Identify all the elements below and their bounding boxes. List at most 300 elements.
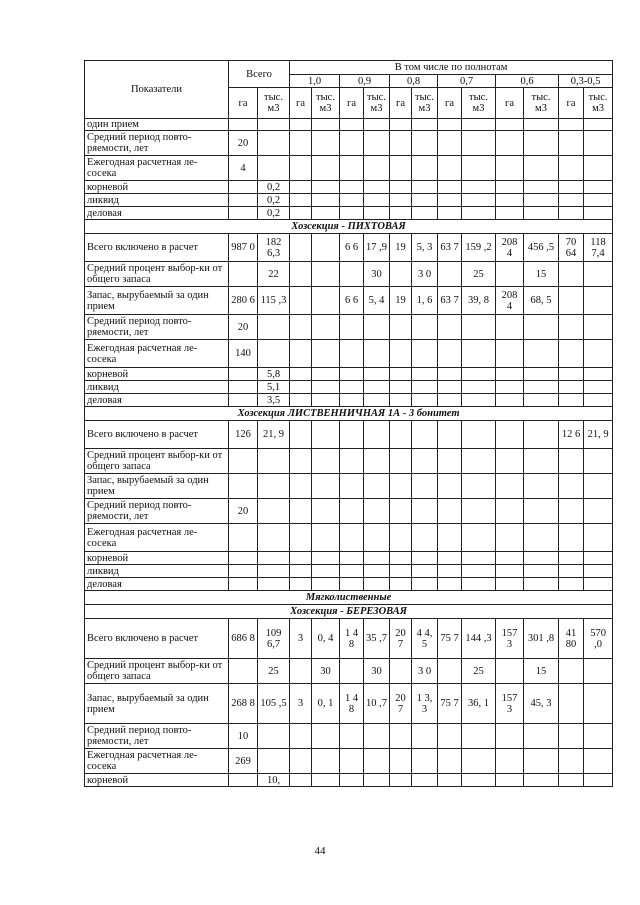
- table-cell: 140: [229, 340, 258, 368]
- table-cell: [559, 659, 584, 684]
- table-cell: [340, 340, 364, 368]
- row-label: Всего включено в расчет: [85, 421, 229, 449]
- header-in-number: В том числе по полнотам: [290, 61, 613, 75]
- table-cell: 25: [462, 262, 496, 287]
- table-cell: [584, 262, 613, 287]
- row-label: Средний процент выбор-ки от общего запаса: [85, 659, 229, 684]
- table-cell: [438, 421, 462, 449]
- table-cell: [290, 724, 312, 749]
- table-cell: [364, 381, 390, 394]
- table-cell: [390, 552, 412, 565]
- header-density: 0,7: [438, 75, 496, 88]
- table-cell: [312, 749, 340, 774]
- table-cell: 570 ,0: [584, 619, 613, 659]
- table-cell: [412, 578, 438, 591]
- table-cell: [229, 394, 258, 407]
- table-cell: [462, 340, 496, 368]
- table-cell: [258, 156, 290, 181]
- table-cell: [364, 449, 390, 474]
- table-cell: [312, 315, 340, 340]
- table-cell: [559, 381, 584, 394]
- header-density: 1,0: [290, 75, 340, 88]
- table-cell: [438, 156, 462, 181]
- table-cell: [412, 368, 438, 381]
- table-cell: [559, 156, 584, 181]
- table-row: [85, 578, 613, 591]
- table-body: [85, 119, 613, 787]
- table-cell: [584, 131, 613, 156]
- table-cell: [290, 234, 312, 262]
- table-cell: [364, 724, 390, 749]
- table-cell: 10,: [258, 774, 290, 787]
- table-cell: [340, 474, 364, 499]
- table-cell: [258, 578, 290, 591]
- table-cell: [340, 565, 364, 578]
- table-cell: [312, 578, 340, 591]
- table-cell: [290, 381, 312, 394]
- header-unit-m3: [584, 88, 613, 119]
- table-cell: 20: [229, 499, 258, 524]
- table-cell: [462, 207, 496, 220]
- table-cell: [290, 368, 312, 381]
- table-cell: [438, 119, 462, 131]
- table-cell: [390, 474, 412, 499]
- table-cell: [559, 287, 584, 315]
- table-cell: [229, 578, 258, 591]
- table-cell: [390, 156, 412, 181]
- table-cell: [524, 181, 559, 194]
- unit-m3-text: тыс. м3: [469, 92, 488, 114]
- header-density: 0,6: [496, 75, 559, 88]
- table-cell: [290, 659, 312, 684]
- table-cell: [524, 119, 559, 131]
- section-row: [85, 407, 613, 421]
- table-cell: [559, 194, 584, 207]
- table-cell: [496, 394, 524, 407]
- table-cell: [340, 262, 364, 287]
- table-cell: 75 7: [438, 619, 462, 659]
- table-cell: [438, 315, 462, 340]
- table-cell: 20: [229, 131, 258, 156]
- table-cell: [462, 394, 496, 407]
- table-cell: [559, 368, 584, 381]
- table-cell: 75 7: [438, 684, 462, 724]
- table-cell: [258, 449, 290, 474]
- table-cell: [312, 499, 340, 524]
- table-cell: [412, 499, 438, 524]
- header-unit-m3: [462, 88, 496, 119]
- unit-m3-text: тыс. м3: [264, 92, 283, 114]
- table-cell: [364, 774, 390, 787]
- row-label: Запас, вырубаемый за один прием: [85, 287, 229, 315]
- table-cell: [496, 181, 524, 194]
- table-cell: [258, 131, 290, 156]
- table-cell: [312, 474, 340, 499]
- table-cell: [584, 394, 613, 407]
- table-cell: [438, 749, 462, 774]
- table-cell: [584, 315, 613, 340]
- table-cell: [364, 119, 390, 131]
- table-row: [85, 194, 613, 207]
- table-cell: [559, 724, 584, 749]
- table-cell: [290, 340, 312, 368]
- table-cell: [229, 181, 258, 194]
- table-cell: [584, 181, 613, 194]
- table-cell: [584, 119, 613, 131]
- table-cell: [412, 181, 438, 194]
- unit-m3-text: тыс. м3: [367, 92, 386, 114]
- table-cell: [496, 194, 524, 207]
- table-cell: [412, 749, 438, 774]
- table-cell: [462, 131, 496, 156]
- table-row: [85, 684, 613, 724]
- table-cell: [584, 524, 613, 552]
- row-label: Ежегодная расчетная ле-сосека: [85, 524, 229, 552]
- table-cell: [290, 552, 312, 565]
- table-cell: 5, 4: [364, 287, 390, 315]
- unit-m3-text: тыс. м3: [316, 92, 335, 114]
- table-cell: [390, 774, 412, 787]
- table-cell: [584, 552, 613, 565]
- table-cell: [340, 724, 364, 749]
- section-title: Хозсекция ЛИСТВЕННИЧНАЯ 1А - 3 бонитет: [85, 407, 613, 421]
- row-label: деловая: [85, 394, 229, 407]
- table-cell: 30: [364, 659, 390, 684]
- table-cell: 39, 8: [462, 287, 496, 315]
- table-cell: [496, 724, 524, 749]
- table-cell: [290, 119, 312, 131]
- table-cell: [364, 131, 390, 156]
- header-unit-ha: га: [496, 88, 524, 119]
- table-cell: 63 7: [438, 234, 462, 262]
- table-cell: [390, 449, 412, 474]
- table-cell: [584, 368, 613, 381]
- section-row: [85, 591, 613, 605]
- table-cell: [438, 207, 462, 220]
- table-cell: [412, 552, 438, 565]
- table-cell: [290, 449, 312, 474]
- section-row: [85, 220, 613, 234]
- table-cell: [229, 368, 258, 381]
- table-cell: 6 6: [340, 234, 364, 262]
- table-cell: [340, 131, 364, 156]
- header-unit-m3: [312, 88, 340, 119]
- table-cell: [584, 774, 613, 787]
- table-cell: [462, 774, 496, 787]
- row-label: корневой: [85, 774, 229, 787]
- table-cell: [364, 394, 390, 407]
- table-cell: [364, 749, 390, 774]
- table-cell: [496, 552, 524, 565]
- table-row: [85, 119, 613, 131]
- table-cell: [390, 315, 412, 340]
- table-cell: 25: [462, 659, 496, 684]
- table-cell: 70 64: [559, 234, 584, 262]
- table-cell: 157 3: [496, 684, 524, 724]
- table-cell: [462, 119, 496, 131]
- table-cell: [312, 207, 340, 220]
- table-cell: [290, 524, 312, 552]
- table-cell: [584, 499, 613, 524]
- table-cell: [364, 552, 390, 565]
- table-row: [85, 131, 613, 156]
- table-row: [85, 524, 613, 552]
- unit-m3-text: тыс. м3: [588, 92, 608, 114]
- table-cell: [364, 565, 390, 578]
- row-label: Средний период повто-ряемости, лет: [85, 131, 229, 156]
- table-cell: [438, 724, 462, 749]
- row-label: Всего включено в расчет: [85, 234, 229, 262]
- table-cell: [462, 499, 496, 524]
- table-cell: [229, 449, 258, 474]
- table-cell: [438, 181, 462, 194]
- table-cell: [462, 156, 496, 181]
- table-cell: [290, 421, 312, 449]
- table-cell: [229, 774, 258, 787]
- table-cell: [524, 474, 559, 499]
- table-cell: [559, 749, 584, 774]
- table-row: [85, 207, 613, 220]
- table-row: [85, 449, 613, 474]
- unit-m3-text: тыс. м3: [415, 92, 434, 114]
- table-cell: [340, 774, 364, 787]
- table-cell: [438, 552, 462, 565]
- table-cell: 15: [524, 262, 559, 287]
- table-cell: 19: [390, 287, 412, 315]
- row-label: корневой: [85, 181, 229, 194]
- table-cell: [412, 474, 438, 499]
- table-cell: [258, 340, 290, 368]
- table-cell: [524, 381, 559, 394]
- table-cell: [364, 421, 390, 449]
- table-cell: [462, 381, 496, 394]
- table-cell: 5,1: [258, 381, 290, 394]
- table-cell: [312, 421, 340, 449]
- header-unit-ha: га: [340, 88, 364, 119]
- table-cell: 20 7: [390, 684, 412, 724]
- table-cell: [412, 449, 438, 474]
- table-cell: [438, 565, 462, 578]
- table-cell: [462, 449, 496, 474]
- table-cell: [312, 131, 340, 156]
- table-row: [85, 474, 613, 499]
- table-cell: [559, 315, 584, 340]
- table-cell: [340, 207, 364, 220]
- table-cell: [258, 565, 290, 578]
- table-cell: [312, 119, 340, 131]
- table-cell: [340, 659, 364, 684]
- table-cell: [390, 524, 412, 552]
- table-cell: [438, 499, 462, 524]
- table-row: [85, 565, 613, 578]
- table-cell: [524, 207, 559, 220]
- table-cell: [559, 131, 584, 156]
- header-unit-m3: [364, 88, 390, 119]
- header-unit-ha: га: [438, 88, 462, 119]
- table-cell: 126: [229, 421, 258, 449]
- table-cell: [496, 207, 524, 220]
- table-cell: 301 ,8: [524, 619, 559, 659]
- table-cell: [524, 724, 559, 749]
- table-cell: 3 0: [412, 262, 438, 287]
- table-cell: [496, 565, 524, 578]
- table-cell: [364, 315, 390, 340]
- table-cell: 0,2: [258, 207, 290, 220]
- table-cell: [524, 340, 559, 368]
- table-row: [85, 421, 613, 449]
- table-cell: [559, 394, 584, 407]
- table-cell: [340, 194, 364, 207]
- row-label: один прием: [85, 119, 229, 131]
- table-cell: [524, 315, 559, 340]
- row-label: деловая: [85, 578, 229, 591]
- table-cell: [312, 524, 340, 552]
- table-cell: [390, 262, 412, 287]
- row-label: корневой: [85, 552, 229, 565]
- row-label: корневой: [85, 368, 229, 381]
- table-cell: 1 4 8: [340, 619, 364, 659]
- table-cell: [584, 340, 613, 368]
- table-cell: 4 4, 5: [412, 619, 438, 659]
- table-cell: 5,8: [258, 368, 290, 381]
- table-cell: [290, 565, 312, 578]
- row-label: Ежегодная расчетная ле-сосека: [85, 749, 229, 774]
- table-cell: [524, 394, 559, 407]
- table-cell: [524, 156, 559, 181]
- table-cell: [412, 381, 438, 394]
- table-cell: [462, 194, 496, 207]
- table-cell: 0, 1: [312, 684, 340, 724]
- table-cell: [524, 131, 559, 156]
- header-indicators: Показатели: [85, 61, 229, 119]
- table-cell: 20: [229, 315, 258, 340]
- table-cell: [412, 774, 438, 787]
- table-cell: 21, 9: [258, 421, 290, 449]
- table-cell: [462, 578, 496, 591]
- table-cell: [412, 340, 438, 368]
- table-cell: [496, 499, 524, 524]
- table-cell: 10: [229, 724, 258, 749]
- table-cell: [258, 524, 290, 552]
- header-unit-m3: [412, 88, 438, 119]
- table-row: [85, 774, 613, 787]
- table-cell: 10 ,7: [364, 684, 390, 724]
- table-cell: [462, 181, 496, 194]
- row-label: Ежегодная расчетная ле-сосека: [85, 156, 229, 181]
- table-cell: 22: [258, 262, 290, 287]
- table-cell: [312, 340, 340, 368]
- table-cell: [559, 552, 584, 565]
- table-row: [85, 262, 613, 287]
- table-cell: [462, 524, 496, 552]
- table-cell: [364, 368, 390, 381]
- table-row: [85, 394, 613, 407]
- table-cell: [559, 207, 584, 220]
- table-cell: 5, 3: [412, 234, 438, 262]
- table-cell: [340, 119, 364, 131]
- table-cell: [496, 156, 524, 181]
- table-cell: [340, 749, 364, 774]
- table-cell: [496, 340, 524, 368]
- table-cell: [524, 524, 559, 552]
- table-cell: [290, 749, 312, 774]
- table-cell: [524, 421, 559, 449]
- table-cell: [312, 394, 340, 407]
- table-cell: 3: [290, 684, 312, 724]
- table-cell: [390, 340, 412, 368]
- table-cell: [312, 262, 340, 287]
- header-total: Всего: [229, 61, 290, 88]
- table-cell: [340, 524, 364, 552]
- table-cell: [438, 394, 462, 407]
- table-cell: 12 6: [559, 421, 584, 449]
- table-cell: [584, 684, 613, 724]
- table-cell: 17 ,9: [364, 234, 390, 262]
- table-cell: 115 ,3: [258, 287, 290, 315]
- table-cell: [584, 194, 613, 207]
- table-cell: [412, 724, 438, 749]
- table-cell: 6 6: [340, 287, 364, 315]
- table-cell: [229, 262, 258, 287]
- table-cell: 269: [229, 749, 258, 774]
- table-cell: [258, 315, 290, 340]
- table-row: [85, 287, 613, 315]
- row-label: Средний период повто-ряемости, лет: [85, 499, 229, 524]
- table-cell: [559, 449, 584, 474]
- table-cell: [524, 449, 559, 474]
- table-cell: [559, 774, 584, 787]
- section-title: Хозсекция - БЕРЕЗОВАЯ: [85, 605, 613, 619]
- table-cell: [290, 181, 312, 194]
- table-cell: [390, 131, 412, 156]
- table-cell: [312, 449, 340, 474]
- table-cell: [412, 156, 438, 181]
- table-cell: [390, 499, 412, 524]
- table-cell: [584, 749, 613, 774]
- section-title: Хозсекция - ПИХТОВАЯ: [85, 220, 613, 234]
- table-cell: [496, 262, 524, 287]
- table-cell: [390, 394, 412, 407]
- table-cell: [390, 421, 412, 449]
- table-cell: [438, 381, 462, 394]
- table-cell: [258, 724, 290, 749]
- table-cell: [364, 474, 390, 499]
- table-cell: [412, 394, 438, 407]
- table-cell: [290, 156, 312, 181]
- table-cell: [438, 774, 462, 787]
- table-cell: 20 7: [390, 619, 412, 659]
- table-cell: [412, 565, 438, 578]
- table-row: [85, 156, 613, 181]
- row-label: ликвид: [85, 565, 229, 578]
- table-cell: [496, 774, 524, 787]
- table-cell: [312, 552, 340, 565]
- row-label: ликвид: [85, 194, 229, 207]
- table-cell: [496, 578, 524, 591]
- table-cell: 159 ,2: [462, 234, 496, 262]
- table-cell: [524, 552, 559, 565]
- table-cell: [364, 578, 390, 591]
- table-cell: [584, 449, 613, 474]
- table-cell: 30: [312, 659, 340, 684]
- row-label: Ежегодная расчетная ле-сосека: [85, 340, 229, 368]
- table-cell: [438, 474, 462, 499]
- table-cell: [290, 578, 312, 591]
- table-cell: [462, 315, 496, 340]
- table-cell: [584, 724, 613, 749]
- table-row: [85, 315, 613, 340]
- table-cell: 208 4: [496, 234, 524, 262]
